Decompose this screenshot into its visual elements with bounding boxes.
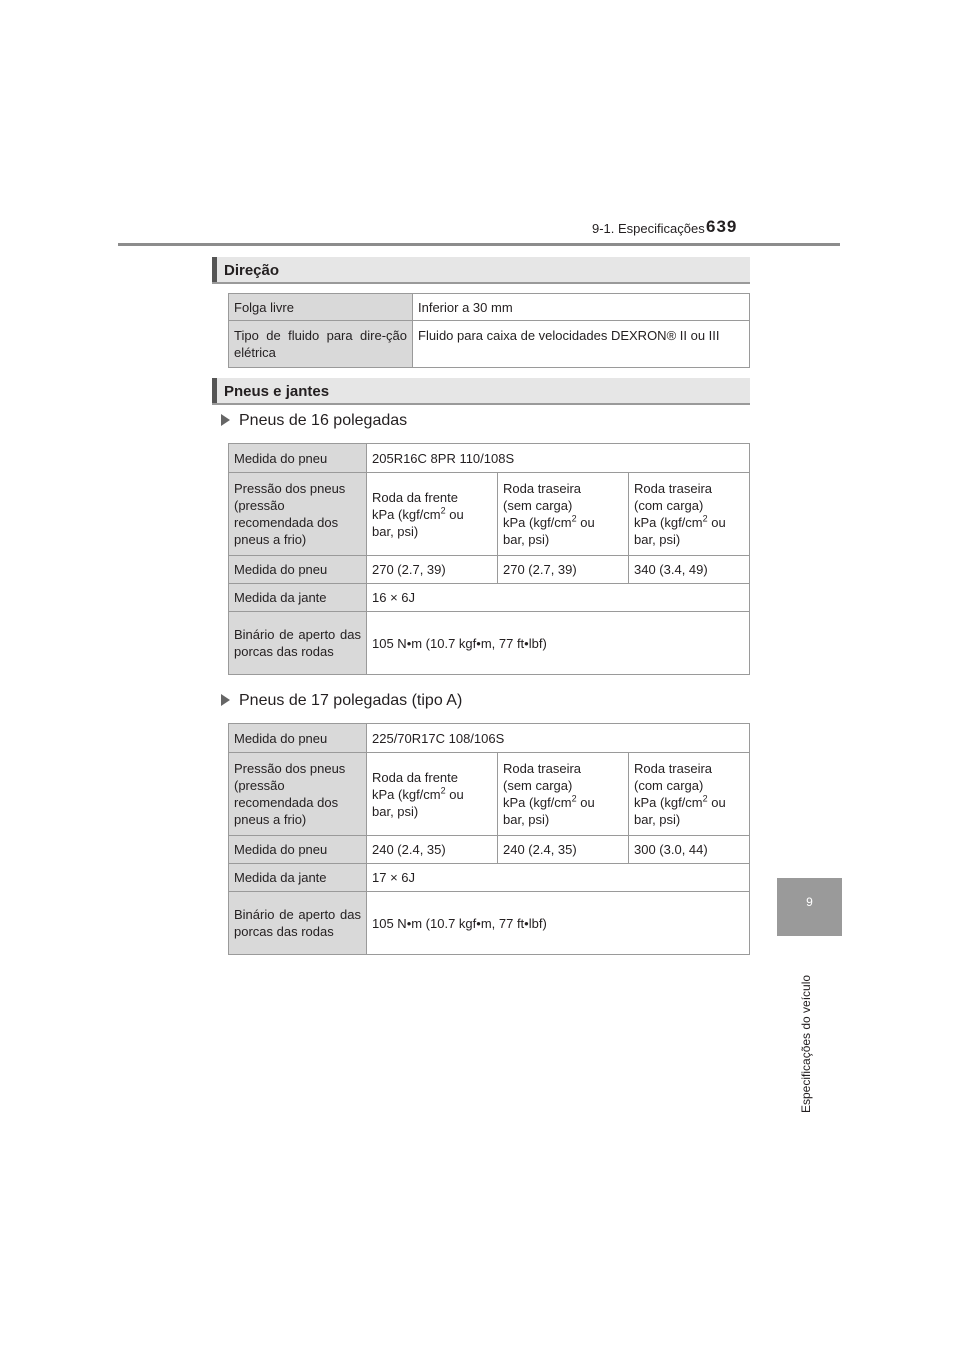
header-section-title: 9-1. Especificações: [592, 221, 705, 236]
row-label: Medida do pneu: [229, 724, 367, 753]
page-number: 639: [706, 217, 738, 236]
row-label: Medida do pneu: [229, 444, 367, 473]
pressure-rear-loaded-value: 300 (3.0, 44): [629, 836, 750, 864]
row-label: Pressão dos pneus (pressão recomendada dos pneus a frio): [229, 753, 367, 836]
subheading-17-inch: [221, 692, 462, 710]
table-row: [229, 864, 750, 892]
subheading-16-inch: [221, 412, 407, 430]
table-row: [229, 556, 750, 584]
tire-size-value: 225/70R17C 108/106S: [367, 724, 750, 753]
row-label: Medida da jante: [229, 864, 367, 892]
rim-size-value: 16 × 6J: [367, 584, 750, 612]
pressure-rear-empty-value: 270 (2.7, 39): [498, 556, 629, 584]
pressure-front-value: 240 (2.4, 35): [367, 836, 498, 864]
tire-size-value: 205R16C 8PR 110/108S: [367, 444, 750, 473]
triangle-bullet-icon: [221, 414, 230, 426]
pressure-front-value: 270 (2.7, 39): [367, 556, 498, 584]
row-value: Fluido para caixa de velocidades DEXRON® II ou III: [413, 321, 750, 368]
tire-table-17: [228, 723, 750, 955]
section-heading-bar: [212, 257, 217, 282]
col-header-front-wheel: Roda da frente kPa ($kgf/cm^2$ ou bar, psi): [367, 473, 498, 556]
row-label: Pressão dos pneus (pressão recomendada dos pneus a frio): [229, 473, 367, 556]
table-row: [229, 444, 750, 473]
section-heading-bar: [212, 378, 217, 403]
tire-table-16: [228, 443, 750, 675]
row-label: Medida da jante: [229, 584, 367, 612]
section-heading-pneus: [212, 378, 750, 405]
row-value: Inferior a 30 mm: [413, 294, 750, 321]
section-heading-direcao: [212, 257, 750, 284]
subheading-text: Pneus de 17 polegadas (tipo A): [239, 692, 463, 709]
row-label: Medida do pneu: [229, 836, 367, 864]
chapter-tab-number: 9: [777, 878, 842, 936]
table-row: [229, 473, 750, 556]
table-row: [229, 836, 750, 864]
col-header-front-wheel: Roda da frente kPa ($kgf/cm^2$ ou bar, psi): [367, 753, 498, 836]
table-row: [229, 321, 750, 368]
torque-value: 105 N•m (10.7 kgf•m, 77 ft•lbf): [367, 612, 750, 675]
table-row: [229, 584, 750, 612]
section-heading-title: Pneus e jantes: [224, 383, 330, 400]
steering-table: [228, 293, 750, 368]
pressure-rear-empty-value: 240 (2.4, 35): [498, 836, 629, 864]
col-header-rear-empty: Roda traseira (sem carga) kPa ($kgf/cm^2$ ou bar, psi): [498, 753, 629, 836]
section-heading-title: Direção: [224, 262, 280, 279]
table-row: [229, 724, 750, 753]
col-header-rear-empty: Roda traseira (sem carga) kPa ($kgf/cm^2$ ou bar, psi): [498, 473, 629, 556]
chapter-tab-label-text: Especificações do veículo: [799, 974, 813, 1113]
header-divider: [118, 243, 840, 246]
chapter-tab-label: [799, 943, 813, 1113]
table-row: [229, 753, 750, 836]
col-header-rear-loaded: Roda traseira (com carga) kPa ($kgf/cm^2$ ou bar, psi): [629, 473, 750, 556]
row-label: Binário de aperto das porcas das rodas: [229, 612, 367, 675]
subheading-text: Pneus de 16 polegadas: [239, 412, 408, 429]
torque-value: 105 N•m (10.7 kgf•m, 77 ft•lbf): [367, 892, 750, 955]
triangle-bullet-icon: [221, 694, 230, 706]
table-row: [229, 612, 750, 675]
table-row: [229, 294, 750, 321]
pressure-rear-loaded-value: 340 (3.4, 49): [629, 556, 750, 584]
row-label: Tipo de fluido para dire-ção elétrica: [229, 321, 413, 368]
table-row: [229, 892, 750, 955]
row-label: Binário de aperto das porcas das rodas: [229, 892, 367, 955]
rim-size-value: 17 × 6J: [367, 864, 750, 892]
row-label: Folga livre: [229, 294, 413, 321]
row-label: Medida do pneu: [229, 556, 367, 584]
col-header-rear-loaded: Roda traseira (com carga) kPa ($kgf/cm^2$ ou bar, psi): [629, 753, 750, 836]
